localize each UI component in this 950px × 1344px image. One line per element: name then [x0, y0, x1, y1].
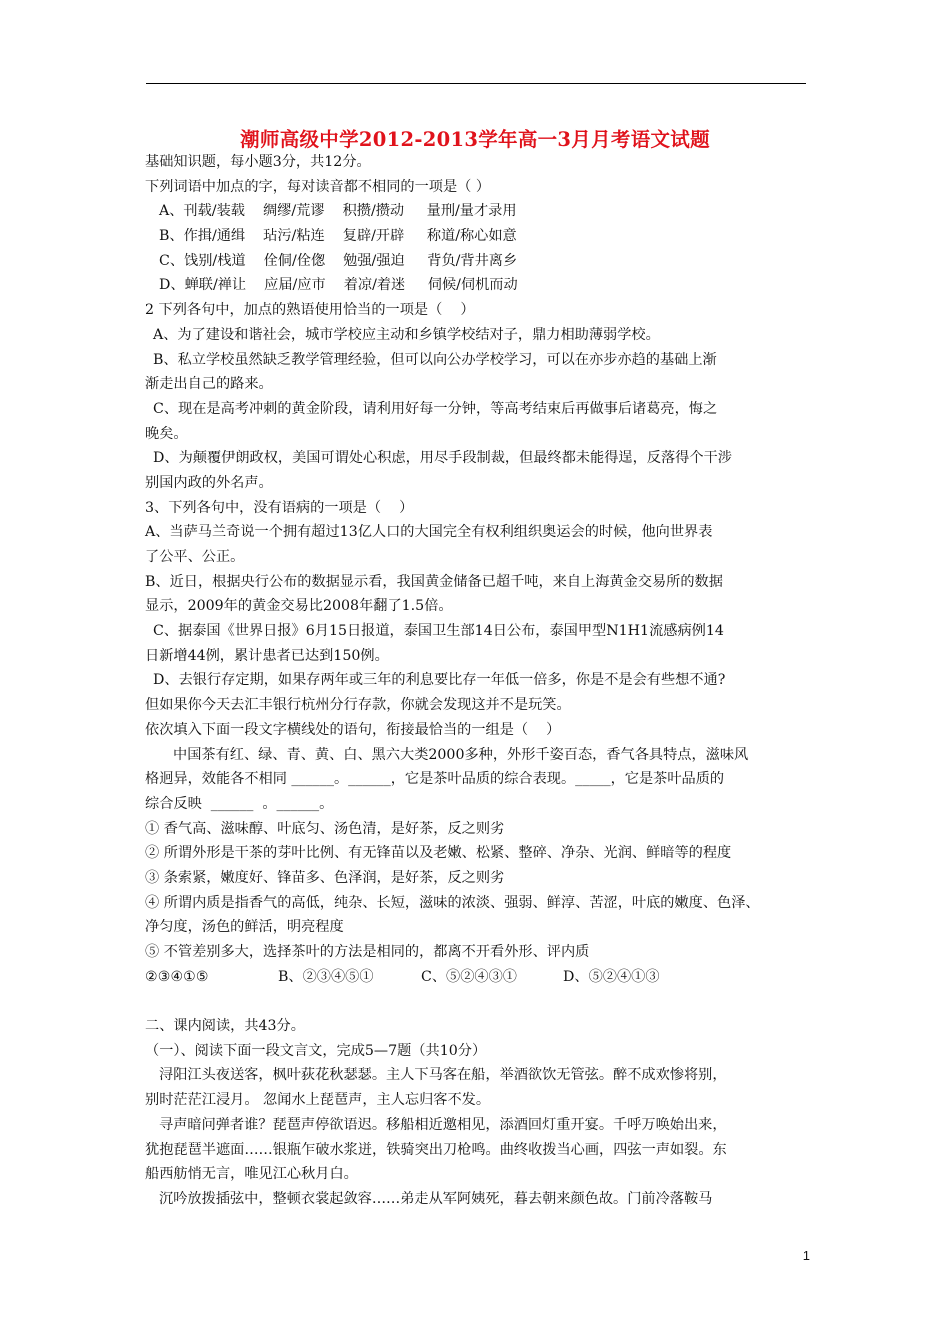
q2-option-c-line1: C、现在是高考冲刺的黄金阶段，请利用好每一分钟，等高考结束后再做事后诸葛亮，悔之 [153, 400, 718, 417]
q4-options [145, 965, 810, 990]
q2-option-b-line1: B、私立学校虽然缺乏教学管理经验，但可以向公办学校学习，可以在亦步亦趋的基础上渐 [153, 351, 717, 368]
section2-heading: 二、课内阅读，共43分。 [145, 1018, 305, 1035]
q2-option-b-line2: 渐走出自己的路来。 [145, 376, 273, 393]
q4-item-2: ② 所谓外形是干茶的芽叶比例、有无锋苗以及老嫩、松紧、整碎、净杂、光润、鲜暗等的程度 [145, 845, 732, 862]
q2-option-c-line2: 晚矣。 [145, 425, 188, 442]
q4-option-b: B、②③④⑤① [278, 968, 374, 985]
passage-line-1: 浔阳江头夜送客，枫叶荻花秋瑟瑟。主人下马客在船，举酒欲饮无管弦。醉不成欢惨将别， [159, 1067, 727, 1084]
q3-option-d-line2: 但如果你今天去汇丰银行杭州分行存款，你就会发现这并不是玩笑。 [145, 697, 571, 714]
passage-line-5: 船西舫悄无言，唯见江心秋月白。 [145, 1166, 358, 1183]
q4-stem: 依次填入下面一段文字横线处的语句，衔接最恰当的一组是（ ） [145, 721, 561, 738]
q2-option-d-line1: D、为颠覆伊朗政权，美国可谓处心积虑，用尽手段制裁，但最终都未能得逞，反落得个干涉 [153, 450, 732, 467]
q4-option-c: C、⑤②④③① [421, 968, 517, 985]
q3-option-c-line2: 日新增44例，累计患者已达到150例。 [145, 647, 389, 664]
passage-line-2: 别时茫茫江浸月。 忽闻水上琵琶声，主人忘归客不发。 [145, 1092, 491, 1109]
blank-line [145, 989, 810, 1014]
page-title: 潮师高级中学2012-2013学年高一3月月考语文试题 [240, 128, 710, 151]
q4-passage-line2: 格迥异，效能各不相同 ______。______，它是茶叶品质的综合表现。_____，它是茶叶品质的 [145, 771, 725, 788]
q2-option-d-line2: 别国内政的外名声。 [145, 474, 273, 491]
q3-option-b-line2: 显示，2009年的黄金交易比2008年翻了1.5倍。 [145, 598, 453, 615]
q3-option-a-line1: A、当萨马兰奇说一个拥有超过13亿人口的大国完全有权利组织奥运会的时候，他向世界表 [145, 524, 713, 541]
passage-line-6: 沉吟放拨插弦中，整顿衣裳起敛容……弟走从军阿姨死，暮去朝来颜色故。门前冷落鞍马 [159, 1190, 713, 1207]
header-rule [146, 83, 806, 84]
q4-item-4-line2: 净匀度，汤色的鲜活，明亮程度 [145, 919, 344, 936]
q2-option-a: A、为了建设和谐社会，城市学校应主动和乡镇学校结对子，鼎力相助薄弱学校。 [153, 326, 660, 343]
section2-sub1: （一）、阅读下面一段文言文，完成5—7题（共10分） [145, 1042, 487, 1059]
passage-line-3: 寻声暗问弹者谁？琵琶声停欲语迟。移船相近邀相见，添酒回灯重开宴。千呼万唤始出来， [159, 1116, 727, 1133]
q4-item-5: ⑤ 不管差别多大，选择茶叶的方法是相同的，都离不开看外形、评内质 [145, 944, 590, 960]
q2-stem: 2 下列各句中，加点的熟语使用恰当的一项是（ ） [145, 302, 475, 319]
q3-option-c-line1: C、据泰国《世界日报》6月15日报道，泰国卫生部14日公布，泰国甲型N1H1流感病例14 [153, 623, 724, 640]
q1-option-b: B、作揖/通缉 玷污/粘连 复辟/开辟 称道/称心如意 [159, 228, 517, 245]
q1-option-a: A、刊载/装载 绸缪/荒谬 积攒/攒动 量刑/量才录用 [159, 203, 517, 220]
q3-option-d-line1: D、去银行存定期，如果存两年或三年的利息要比存一年低一倍多，你是不是会有些想不通? [153, 672, 726, 689]
q1-option-c: C、饯别/栈道 佺侗/佺偬 勉强/强迫 背负/背井离乡 [159, 252, 518, 269]
q1-stem: 下列词语中加点的字，每对读音都不相同的一项是（ ） [145, 178, 491, 195]
q1-option-d: D、蝉联/禅让 应届/应市 着凉/着迷 伺候/伺机而动 [159, 277, 518, 294]
document-body [145, 150, 810, 1212]
q4-item-4-line1: ④ 所谓内质是指香气的高低，纯杂、长短，滋味的浓淡、强弱、鲜淳、苦涩，叶底的嫩度、色泽、 [145, 894, 760, 911]
q4-option-d: D、⑤②④①③ [563, 968, 660, 985]
passage-line-4: 犹抱琵琶半遮面……银瓶乍破水浆迸，铁骑突出刀枪鸣。曲终收拨当心画，四弦一声如裂。东 [145, 1141, 727, 1158]
q4-passage-line1: 中国茶有红、绿、青、黄、白、黑六大类2000多种，外形千姿百态，香气各具特点，滋味风 [173, 746, 749, 763]
q4-option-a: ②③④①⑤ [145, 968, 209, 985]
section1-heading: 基础知识题，每小题3分，共12分。 [145, 154, 371, 170]
q4-item-3: ③ 条索紧，嫩度好、锋苗多、色泽润，是好茶，反之则劣 [145, 869, 505, 886]
q3-option-a-line2: 了公平、公正。 [145, 549, 245, 565]
page-number: 1 [802, 1248, 810, 1263]
q3-option-b-line1: B、近日，根据央行公布的数据显示看，我国黄金储备已超千吨，来自上海黄金交易所的数据 [145, 573, 723, 590]
q4-passage-line3: 综合反映 ______ 。______。 [145, 795, 334, 812]
q4-item-1: ① 香气高、滋味醇、叶底匀、汤色清，是好茶，反之则劣 [145, 820, 505, 837]
q3-stem: 3、下列各句中，没有语病的一项是（ ） [145, 499, 414, 516]
